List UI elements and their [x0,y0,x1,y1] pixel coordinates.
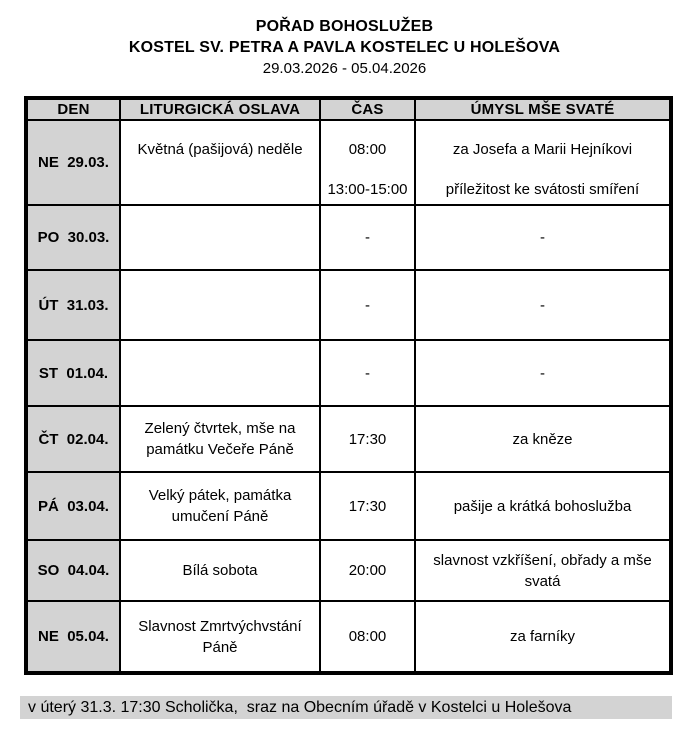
celebration-cell: Slavnost Zmrtvýchvstání Páně [120,601,320,673]
header-cell-den: DEN [26,98,120,120]
time-cell: - [320,340,415,406]
intention-cell: pašije a krátká bohoslužba [415,472,671,540]
time-cell: 17:30 [320,406,415,472]
header-cell-cas: ČAS [320,98,415,120]
day-cell: SO 04.04. [26,540,120,601]
table-row [26,540,671,601]
celebration-cell: Velký pátek, památka umučení Páně [120,472,320,540]
table-row [26,120,671,205]
table-row [26,601,671,673]
celebration-cell [120,120,320,205]
day-cell: ST 01.04. [26,340,120,406]
time-cell: 20:00 [320,540,415,601]
title-block [0,16,689,79]
day-cell: NE 05.04. [26,601,120,673]
page-title: POŘAD BOHOSLUŽEB [255,18,434,35]
celebration-cell [120,270,320,340]
time-cell: 08:00 [320,601,415,673]
intention-entry-1: za Josefa a Marii Hejníkovi [452,140,633,158]
celebration-text: Květná (pašijová) neděle [137,140,303,158]
celebration-text-2 [127,176,313,203]
intention-cell: - [415,340,671,406]
date-range: 29.03.2026 - 05.04.2026 [262,60,427,77]
intention-cell [415,120,671,205]
page-subtitle: KOSTEL SV. PETRA A PAVLA KOSTELEC U HOLEŠOVA [128,39,561,56]
time-cell [320,120,415,205]
time-entry-2: 13:00-15:00 [327,181,408,198]
day-cell: NE 29.03. [26,120,120,205]
celebration-cell [120,205,320,270]
time-cell: 17:30 [320,472,415,540]
header-cell-liturgicka-oslava: LITURGICKÁ OSLAVA [120,98,320,120]
time-cell: - [320,270,415,340]
celebration-cell: Zelený čtvrtek, mše na památku Večeře Páně [120,406,320,472]
intention-cell: - [415,270,671,340]
table-row [26,406,671,472]
intention-cell: za farníky [415,601,671,673]
intention-cell: - [415,205,671,270]
header-row [26,98,671,120]
time-cell: - [320,205,415,270]
footer-note: v úterý 31.3. 17:30 Scholička, sraz na Obecním úřadě v Kostelci u Holešova [20,696,672,719]
intention-cell: za kněze [415,406,671,472]
celebration-cell: Bílá sobota [120,540,320,601]
celebration-cell [120,340,320,406]
header-cell-umysl: ÚMYSL MŠE SVATÉ [415,98,671,120]
table-row [26,340,671,406]
day-cell: ČT 02.04. [26,406,120,472]
day-cell: PÁ 03.04. [26,472,120,540]
intention-entry-2: příležitost ke svátosti smíření [445,181,640,198]
day-cell: PO 30.03. [26,205,120,270]
time-entry-1: 08:00 [348,140,387,158]
table-row [26,472,671,540]
table-row [26,205,671,270]
day-cell: ÚT 31.03. [26,270,120,340]
schedule-table [24,96,673,675]
intention-cell: slavnost vzkříšení, obřady a mše svatá [415,540,671,601]
table-row [26,270,671,340]
